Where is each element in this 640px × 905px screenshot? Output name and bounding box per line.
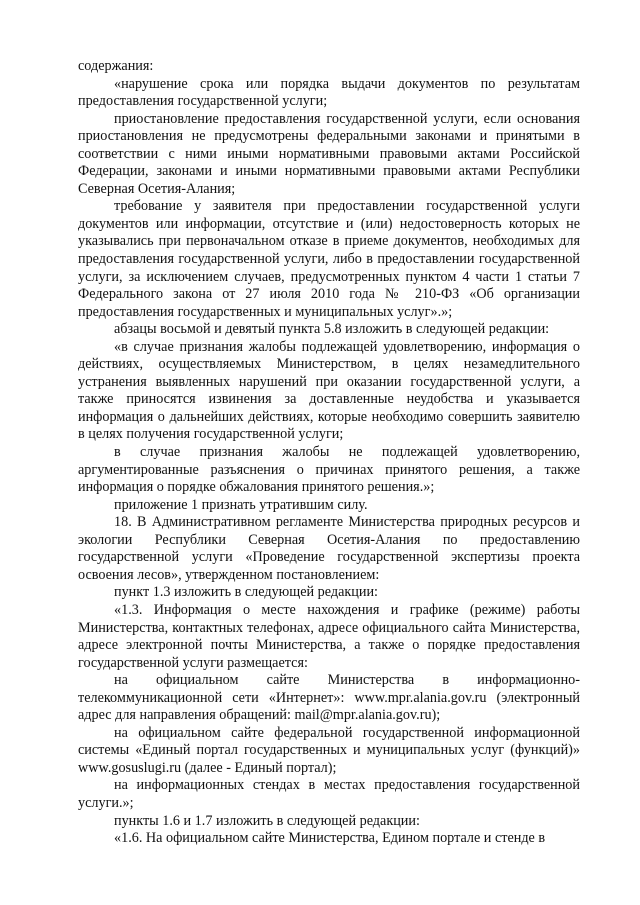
paragraph: приостановление предоставления государственной услуги, если основания приостановления не предусмотрены федеральными законами и принятыми в соответствии с ними иными нормативными правовыми актами Российской Федерации, законами и иными нормативными правовыми актами Республики Северная Осетия-Алания; <box>78 110 580 197</box>
paragraph: на информационных стендах в местах предоставления государственной услуги.»; <box>78 777 580 811</box>
document-page <box>78 58 580 848</box>
paragraph: абзацы восьмой и девятый пункта 5.8 изложить в следующей редакции: <box>114 321 550 338</box>
paragraph: на официальном сайте Министерства в информационно-телекоммуникационной сети «Интернет»: www.mpr.alania.gov.ru (электронный адрес для направления обращений: mail@mpr.alania.gov.ru); <box>78 672 580 724</box>
paragraph: на официальном сайте федеральной государственной информационной системы «Единый портал государственных и муниципальных услуг (функций)» www.gosuslugi.ru (далее - Единый портал); <box>78 724 580 776</box>
paragraph: «нарушение срока или порядка выдачи документов по результатам предоставления государственной услуги; <box>78 75 580 110</box>
paragraph: «в случае признания жалобы подлежащей удовлетворению, информация о действиях, осуществляемых Министерством, в целях незамедлительного устранения выявленных нарушений при оказании государственной услуги, а также приносятся извинения за доставленные неудобства и указывается информация о дальнейших действиях, которые необходимо совершить заявителю в целях получения государственной услуги; <box>78 338 580 443</box>
paragraph: требование у заявителя при предоставлении государственной услуги документов или информации, отсутствие и (или) недостоверность которых не указывались при первоначальном отказе в приеме документов, необходимых для предоставления государственной услуги, либо в предоставлении государственной услуги, за исключением случаев, предусмотренных пунктом 4 части 1 статьи 7 Федерального закона от 27 июля 2010 года № 210-ФЗ «Об организации предоставления государственных и муниципальных услуг».»; <box>78 198 580 320</box>
paragraph: в случае признания жалобы не подлежащей удовлетворению, аргументированные разъяснения о причинах принятого решения, а также информация о порядке обжалования принятого решения.»; <box>78 444 580 496</box>
paragraph: «1.6. На официальном сайте Министерства, Едином портале и стенде в <box>114 830 546 847</box>
paragraph: пункт 1.3 изложить в следующей редакции: <box>114 584 378 601</box>
paragraph: приложение 1 признать утратившим силу. <box>114 496 368 513</box>
paragraph: 18. В Административном регламенте Министерства природных ресурсов и экологии Республики Северная Осетия-Алания по предоставлению государственной услуги «Проведение государственной экспертизы проекта освоения лесов», утвержденном постановлением: <box>78 514 580 583</box>
paragraph: содержания: <box>78 58 154 74</box>
paragraph: «1.3. Информация о месте нахождения и графике (режиме) работы Министерства, контактных телефонах, адресе официального сайта Министерства, адресе электронной почты Министерства, а также о порядке предоставления государственной услуги размещается: <box>78 601 580 671</box>
paragraph: пункты 1.6 и 1.7 изложить в следующей редакции: <box>114 812 420 829</box>
